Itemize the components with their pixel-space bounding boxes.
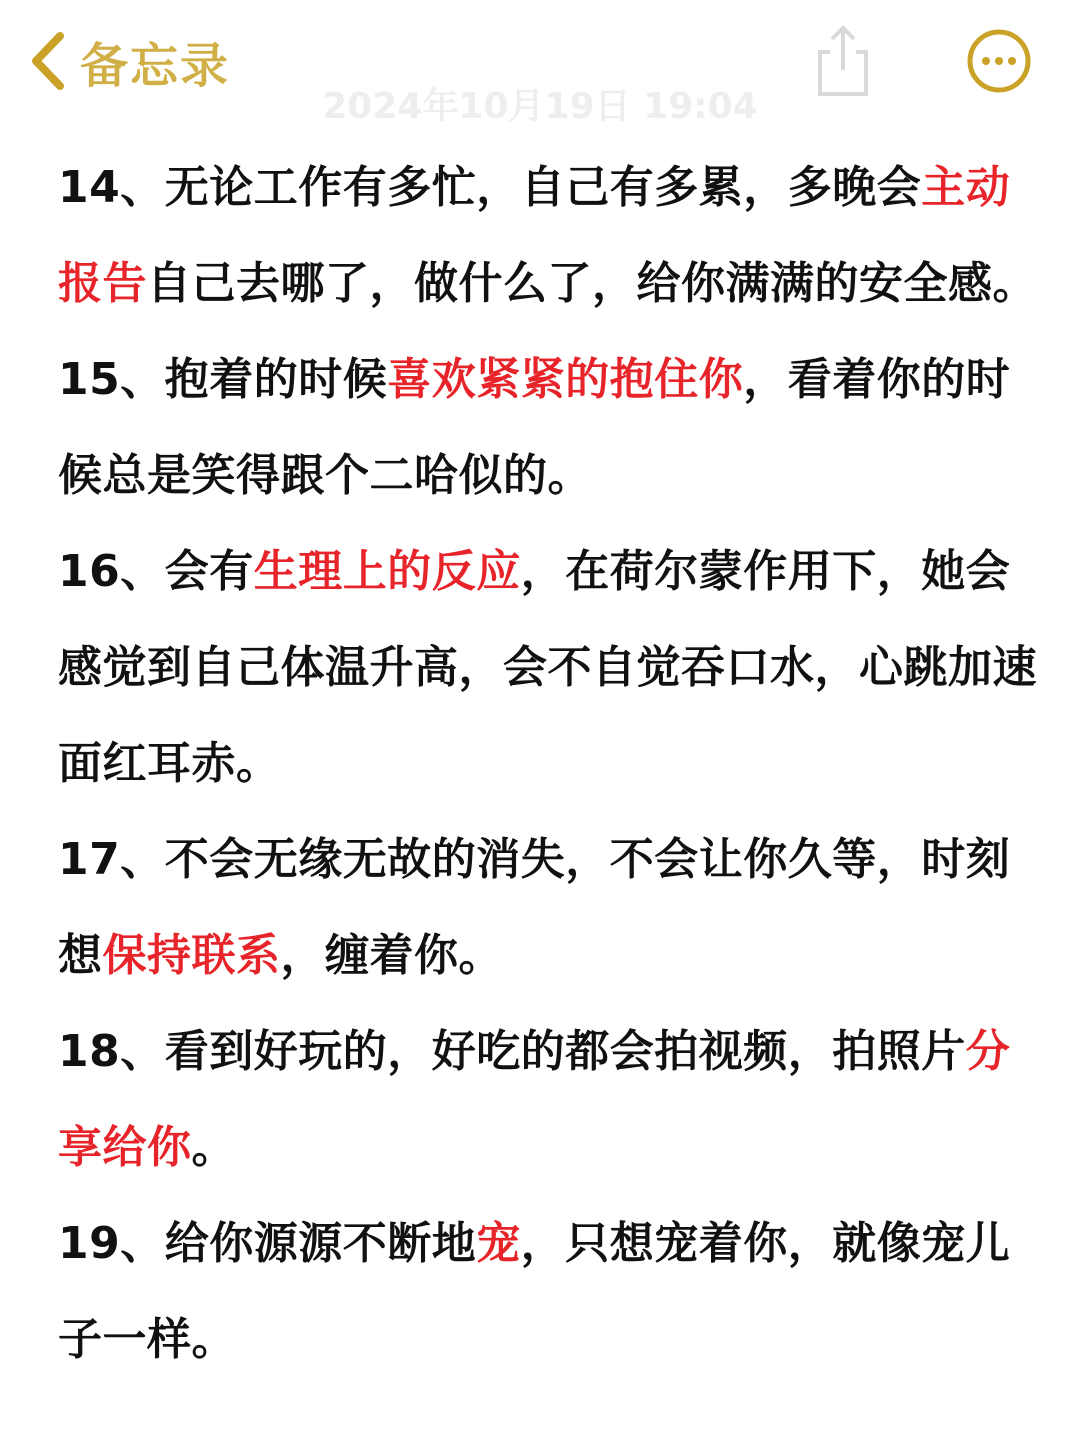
note-line [58, 1004, 1048, 1100]
highlighted-text: 喜欢紧紧的抱住你 [387, 354, 744, 405]
note-text: 想 [58, 930, 103, 981]
note-text: 15、抱着的时候 [58, 354, 388, 405]
share-icon [810, 24, 876, 98]
note-line [58, 620, 1048, 716]
note-text: 感觉到自己体温升高，会不自觉吞口水，心跳加速 [58, 642, 1037, 693]
note-text: 17、不会无缘无故的消失，不会让你久等，时刻 [58, 834, 1011, 885]
note-line [58, 524, 1048, 620]
note-date: 2024年10月19日 19:04 [322, 86, 758, 127]
share-button[interactable] [810, 24, 876, 102]
note-line [58, 716, 1048, 812]
note-text: 18、看到好玩的，好吃的都会拍视频，拍照片 [58, 1026, 966, 1077]
note-line [58, 140, 1048, 236]
note-text: 面红耳赤。 [58, 738, 281, 789]
note-line [58, 1292, 1048, 1388]
note-line [58, 908, 1048, 1004]
note-text: 19、给你源源不断地 [58, 1218, 477, 1269]
note-text: 候总是笑得跟个二哈似的。 [58, 450, 592, 501]
note-text: ，只想宠着你，就像宠儿 [520, 1218, 1011, 1269]
note-text: 子一样。 [58, 1314, 236, 1365]
note-text: 。 [191, 1122, 236, 1173]
highlighted-text: 享给你 [58, 1122, 192, 1173]
note-line [58, 332, 1048, 428]
note-line [58, 812, 1048, 908]
highlighted-text: 宠 [476, 1218, 521, 1269]
note-text: 16、会有 [58, 546, 254, 597]
note-body [58, 140, 1048, 1388]
highlighted-text: 生理上的反应 [253, 546, 521, 597]
more-button[interactable] [966, 28, 1032, 94]
highlighted-text: 保持联系 [102, 930, 281, 981]
note-line [58, 1196, 1048, 1292]
note-text: 自己去哪了，做什么了，给你满满的安全感。 [147, 258, 1037, 309]
highlighted-text: 分 [965, 1026, 1011, 1077]
note-text: 14、无论工作有多忙，自己有多累，多晚会 [58, 162, 922, 213]
navigation-bar [0, 0, 1080, 125]
highlighted-text: 报告 [58, 258, 147, 309]
note-line [58, 236, 1048, 332]
note-line [58, 428, 1048, 524]
note-text: ，看着你的时 [743, 354, 1011, 405]
note-text: ，在荷尔蒙作用下，她会 [520, 546, 1011, 597]
back-label: 备忘录 [80, 37, 231, 94]
highlighted-text: 主动 [921, 162, 1011, 213]
ellipsis-circle-icon [966, 28, 1032, 94]
note-line [58, 1100, 1048, 1196]
note-text: ，缠着你。 [280, 930, 503, 981]
